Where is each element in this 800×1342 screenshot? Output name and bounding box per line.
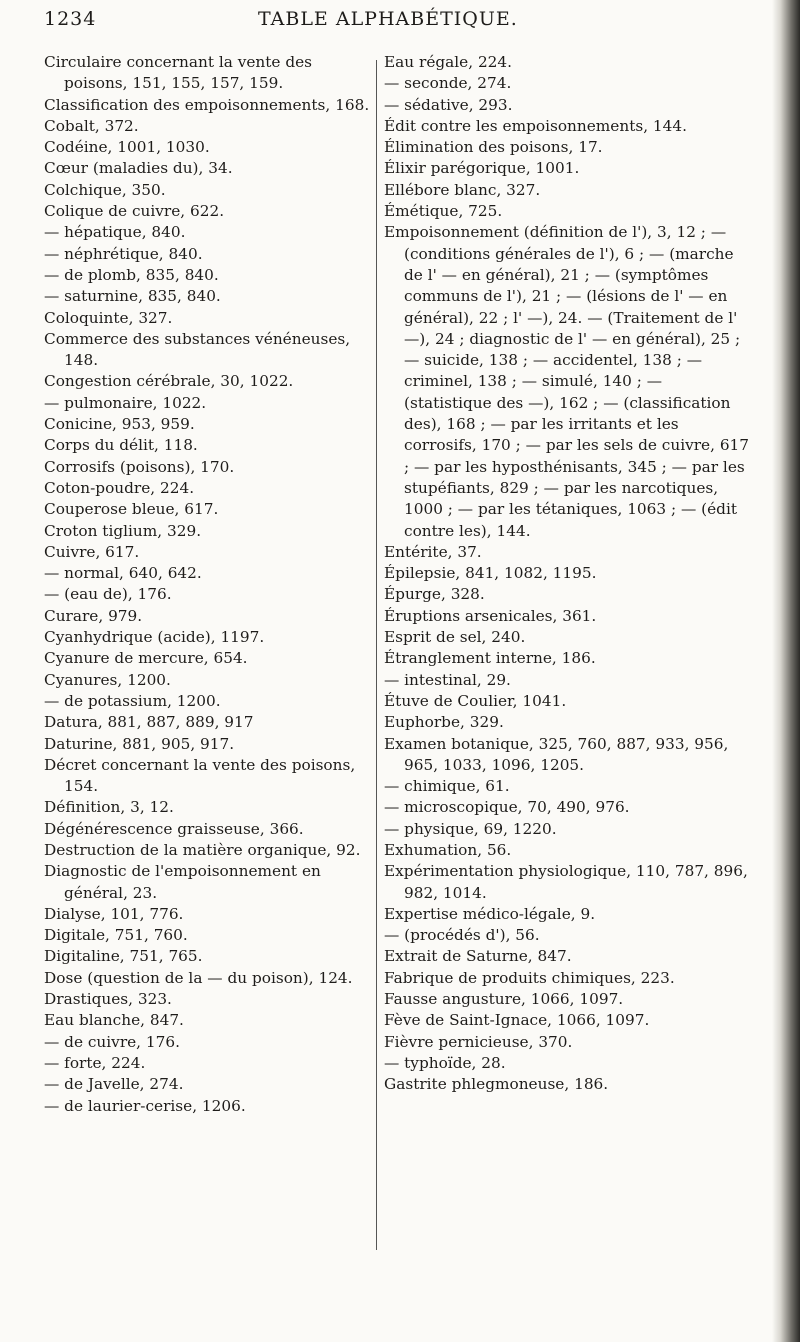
index-entry: Colchique, 350. bbox=[44, 180, 166, 199]
index-entry: Édit contre les empoisonnements, 144. bbox=[384, 116, 687, 135]
index-entry: Croton tiglium, 329. bbox=[44, 521, 202, 540]
index-entry: Commerce des substances vénéneuses, 148. bbox=[44, 329, 351, 370]
index-entry: Fève de Saint-Ignace, 1066, 1097. bbox=[384, 1011, 650, 1030]
index-entry: Conicine, 953, 959. bbox=[44, 415, 195, 434]
index-entry: Extrait de Saturne, 847. bbox=[384, 947, 572, 966]
index-entry: Coloquinte, 327. bbox=[44, 308, 173, 327]
index-entry: — de potassium, 1200. bbox=[44, 691, 221, 710]
index-entry: Digitaline, 751, 765. bbox=[44, 947, 203, 966]
index-entry: Dialyse, 101, 776. bbox=[44, 904, 184, 923]
index-entry: Cœur (maladies du), 34. bbox=[44, 159, 233, 178]
index-entry: Curare, 979. bbox=[44, 606, 143, 625]
index-entry: Élixir parégorique, 1001. bbox=[384, 159, 580, 178]
index-entry: Couperose bleue, 617. bbox=[44, 500, 219, 519]
index-entry: — hépatique, 840. bbox=[44, 223, 186, 242]
index-entry: — (eau de), 176. bbox=[44, 585, 172, 604]
index-entry: — de laurier-cerise, 1206. bbox=[44, 1096, 246, 1115]
index-entry: Corps du délit, 118. bbox=[44, 436, 198, 455]
index-entry: — intestinal, 29. bbox=[384, 670, 511, 689]
index-entry: Dégénérescence graisseuse, 366. bbox=[44, 819, 304, 838]
index-entry: Fièvre pernicieuse, 370. bbox=[384, 1032, 573, 1051]
index-entry: — sédative, 293. bbox=[384, 95, 513, 114]
page-title: TABLE ALPHABÉTIQUE. bbox=[258, 8, 518, 30]
index-entry: Eau régale, 224. bbox=[384, 53, 513, 71]
index-entry: Codéine, 1001, 1030. bbox=[44, 138, 210, 157]
index-entry: Définition, 3, 12. bbox=[44, 798, 174, 817]
index-entry: — microscopique, 70, 490, 976. bbox=[384, 798, 630, 817]
index-entry: Cyanures, 1200. bbox=[44, 670, 171, 689]
index-entry: Euphorbe, 329. bbox=[384, 713, 504, 732]
index-entry: Esprit de sel, 240. bbox=[384, 628, 526, 647]
index-entry: Élimination des poisons, 17. bbox=[384, 138, 603, 157]
index-entry: Exhumation, 56. bbox=[384, 840, 512, 859]
index-entry: Émétique, 725. bbox=[384, 202, 503, 221]
index-entry: — chimique, 61. bbox=[384, 777, 510, 796]
index-entry: Décret concernant la vente des poisons, 154. bbox=[44, 755, 356, 796]
index-entry: Circulaire concernant la vente des poisons, 151, 155, 157, 159. bbox=[44, 53, 313, 93]
index-column-right bbox=[384, 52, 752, 1096]
index-entry: Ellébore blanc, 327. bbox=[384, 180, 541, 199]
index-entry: Empoisonnement (définition de l'), 3, 12 ; — (conditions générales de l'), 6 ; — (marche de l' — en général), 21 ; — (symptômes communs de l'), 21 ; — (lésions de l' — en général), 22 ; l' —), 24. — (Traitement de l' —), 24 ; diagnostic de l' — en général), 25 ; — suicide, 138 ; — accidentel, 138 ; — criminel, 138 ; — simulé, 140 ; — (statistique des —), 162 ; — (classification des), 168 ; — par les irritants et les corrosifs, 170 ; — par les sels de cuivre, 617 ; — par les hyposthénisants, 345 ; — par les stupéfiants, 829 ; — par les narcotiques, 1000 ; — par les tétaniques, 1063 ; — (édit contre les), 144. bbox=[384, 223, 750, 540]
index-entry: — typhoïde, 28. bbox=[384, 1053, 506, 1072]
index-entry: Entérite, 37. bbox=[384, 542, 482, 561]
index-entry: Gastrite phlegmoneuse, 186. bbox=[384, 1075, 609, 1094]
index-entry: Eau blanche, 847. bbox=[44, 1011, 184, 1030]
index-entry: — forte, 224. bbox=[44, 1053, 146, 1072]
index-entry: — de cuivre, 176. bbox=[44, 1032, 180, 1051]
index-entry: — (procédés d'), 56. bbox=[384, 926, 540, 945]
index-entry: Congestion cérébrale, 30, 1022. bbox=[44, 372, 294, 391]
running-header bbox=[44, 8, 744, 42]
column-divider bbox=[376, 60, 377, 1250]
index-entry: Corrosifs (poisons), 170. bbox=[44, 457, 235, 476]
index-entry: Fabrique de produits chimiques, 223. bbox=[384, 968, 675, 987]
index-entry: Expertise médico-légale, 9. bbox=[384, 904, 596, 923]
index-entry: Examen botanique, 325, 760, 887, 933, 956, 965, 1033, 1096, 1205. bbox=[384, 734, 729, 774]
index-entry: Éruptions arsenicales, 361. bbox=[384, 606, 597, 625]
index-entry: Épilepsie, 841, 1082, 1195. bbox=[384, 564, 597, 583]
index-entry: Cobalt, 372. bbox=[44, 116, 139, 135]
index-entry: Classification des empoisonnements, 168. bbox=[44, 95, 370, 114]
index-entry: Drastiques, 323. bbox=[44, 990, 172, 1009]
page-number: 1234 bbox=[44, 8, 97, 30]
index-entry: Fausse angusture, 1066, 1097. bbox=[384, 990, 624, 1009]
page-edge-shadow bbox=[772, 0, 800, 1342]
index-entry: — de plomb, 835, 840. bbox=[44, 265, 219, 284]
index-entry: Cyanhydrique (acide), 1197. bbox=[44, 628, 265, 647]
index-entry: Dose (question de la — du poison), 124. bbox=[44, 968, 353, 987]
index-entry: — néphrétique, 840. bbox=[44, 244, 203, 263]
index-entry: — normal, 640, 642. bbox=[44, 564, 202, 583]
index-entry: Daturine, 881, 905, 917. bbox=[44, 734, 235, 753]
index-entry: Coton-poudre, 224. bbox=[44, 478, 195, 497]
index-column-left bbox=[44, 52, 370, 1117]
index-entry: Datura, 881, 887, 889, 917 bbox=[44, 713, 254, 732]
index-entry: — pulmonaire, 1022. bbox=[44, 393, 207, 412]
index-entry: — de Javelle, 274. bbox=[44, 1075, 184, 1094]
index-entry: — seconde, 274. bbox=[384, 74, 512, 93]
index-entry: — saturnine, 835, 840. bbox=[44, 287, 221, 306]
index-entry: Destruction de la matière organique, 92. bbox=[44, 840, 361, 859]
index-entry: Colique de cuivre, 622. bbox=[44, 202, 225, 221]
index-entry: Étranglement interne, 186. bbox=[384, 649, 596, 668]
index-entry: Digitale, 751, 760. bbox=[44, 926, 188, 945]
index-entry: Expérimentation physiologique, 110, 787, 896, 982, 1014. bbox=[384, 862, 748, 902]
index-entry: Épurge, 328. bbox=[384, 585, 485, 604]
index-entry: Étuve de Coulier, 1041. bbox=[384, 691, 567, 710]
index-entry: — physique, 69, 1220. bbox=[384, 819, 557, 838]
index-entry: Cuivre, 617. bbox=[44, 542, 140, 561]
index-entry: Diagnostic de l'empoisonnement en général, 23. bbox=[44, 862, 321, 902]
index-entry: Cyanure de mercure, 654. bbox=[44, 649, 248, 668]
